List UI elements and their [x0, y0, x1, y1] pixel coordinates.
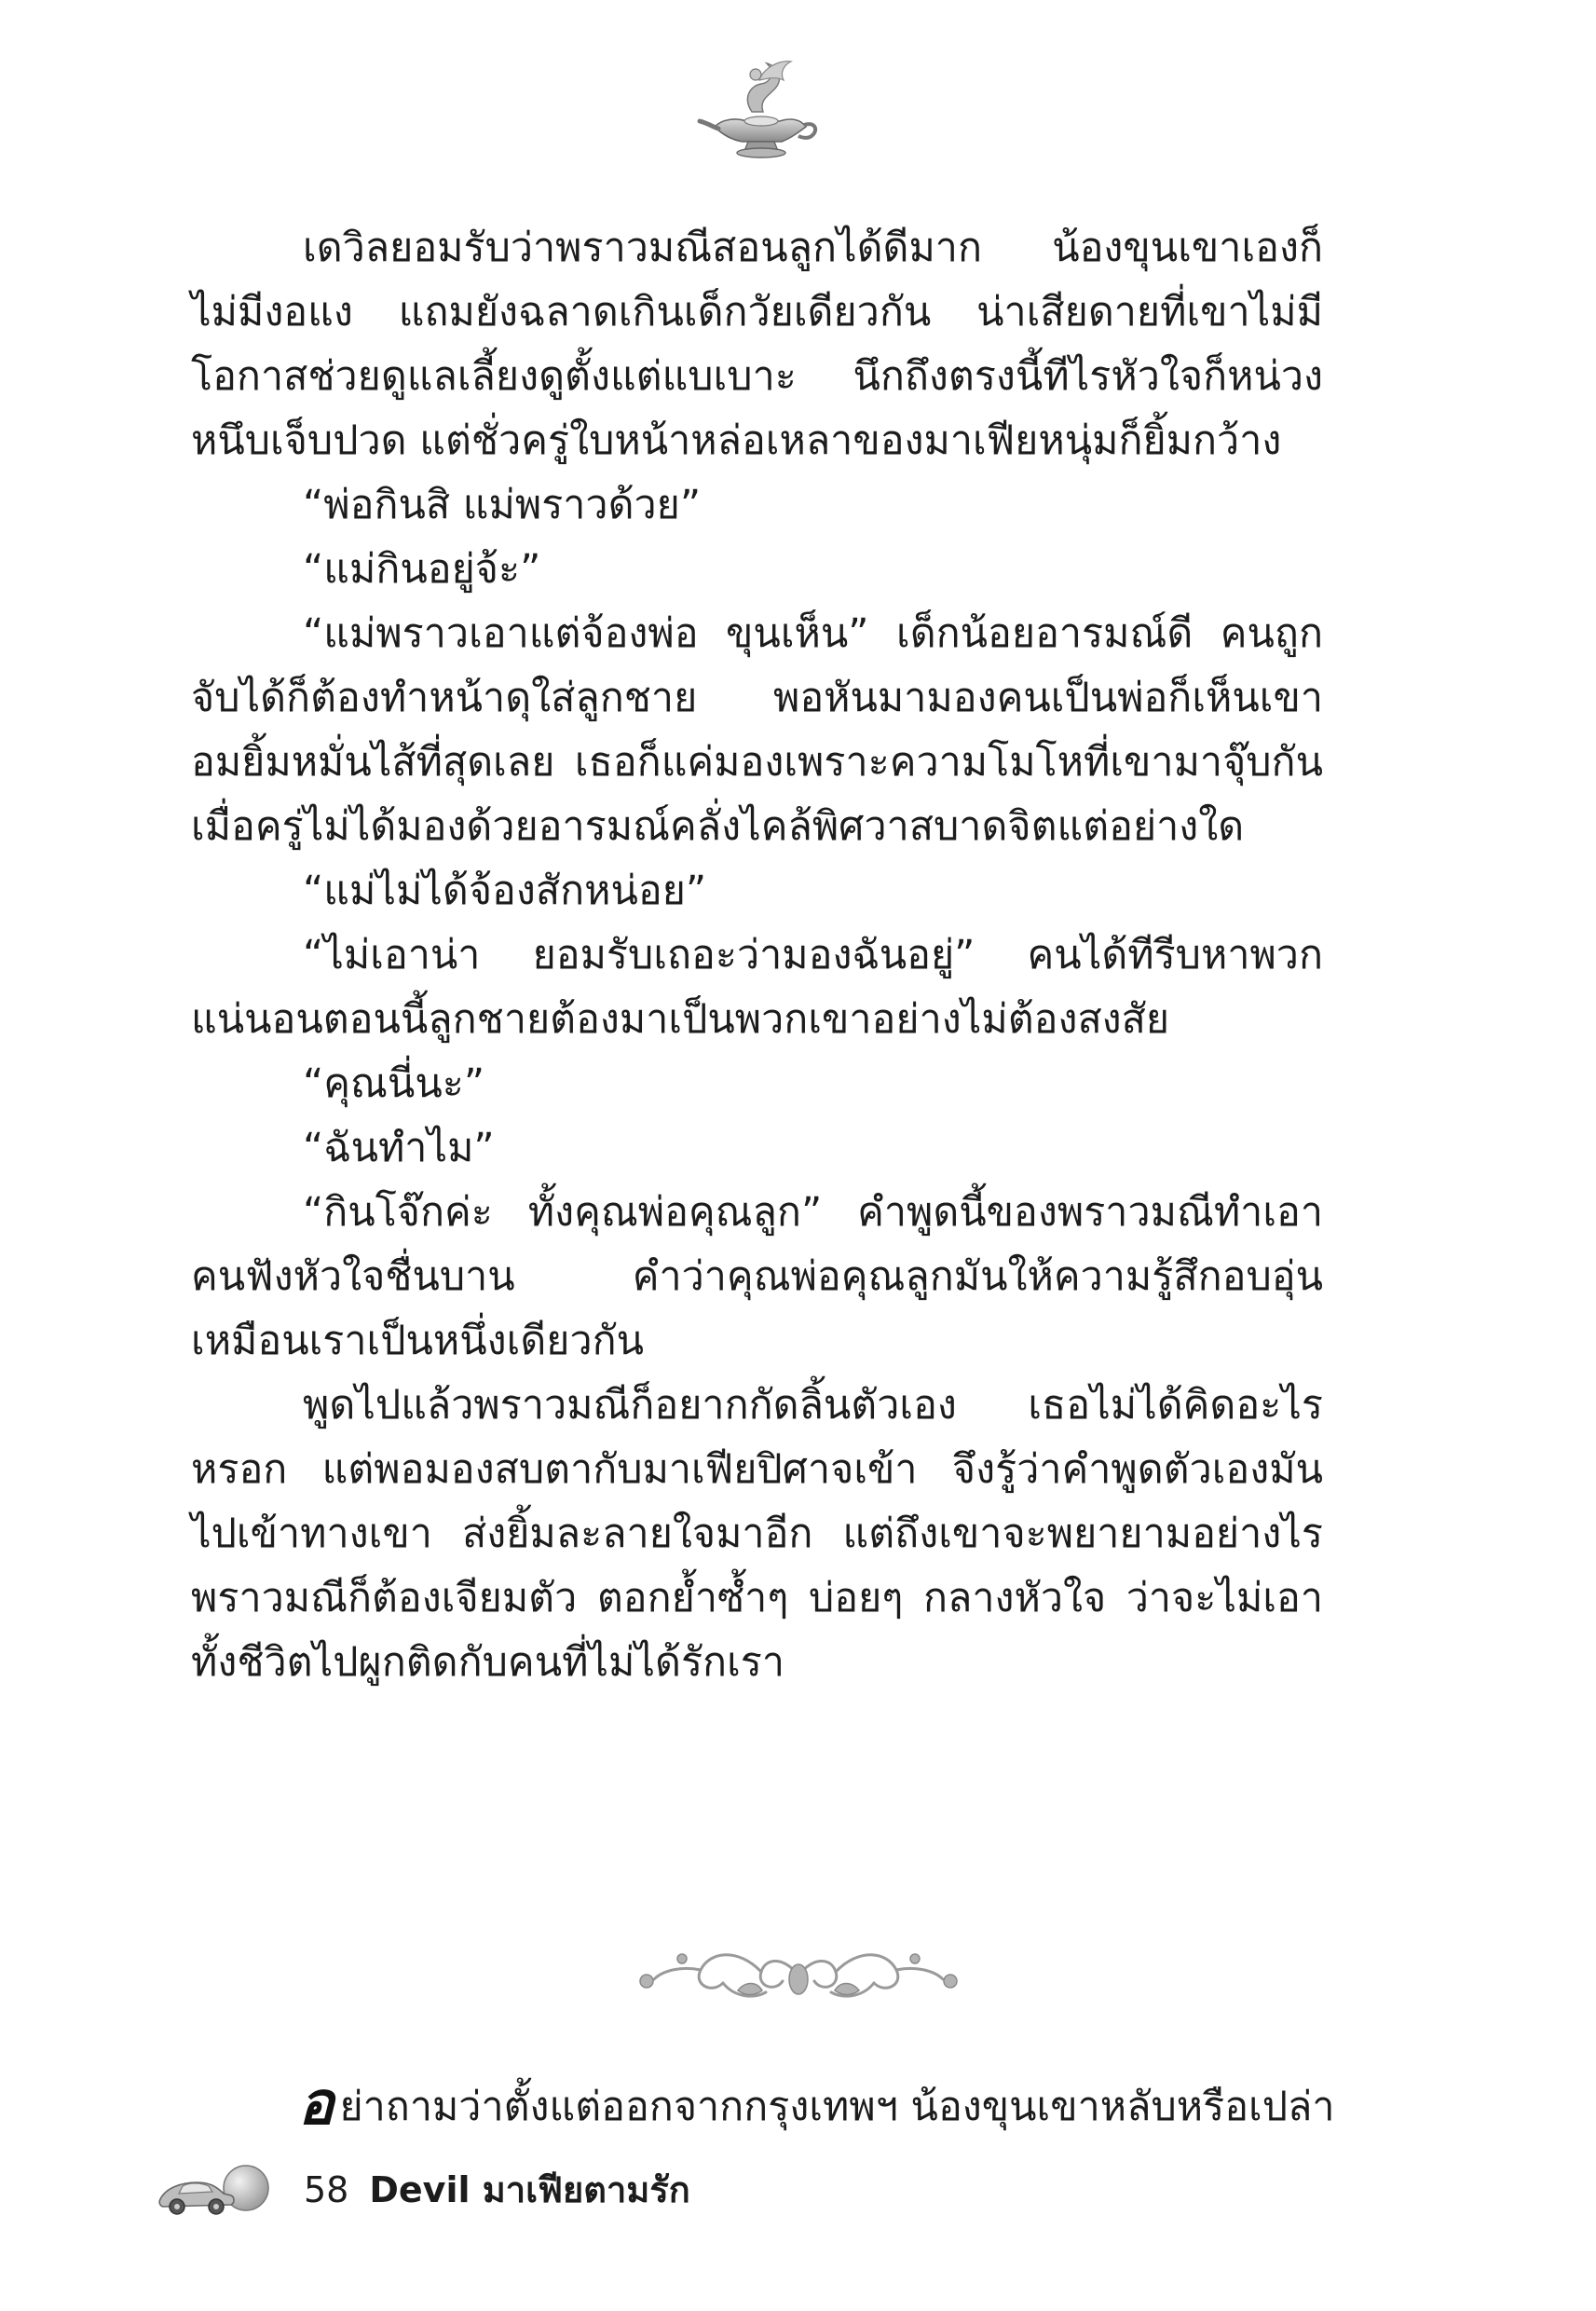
paragraph: “คุณนี่นะ” — [303, 1060, 485, 1107]
paragraph: เดวิลยอมรับว่าพราวมณีสอนลูกได้ดีมาก น้องขุนเขาเองก็ไม่มีงอแง แถมยังฉลาดเกินเด็กวัยเดียวกัน น่าเสียดายที่เขาไม่มีโอกาสช่วยดูแลเลี้ยงดูตั้งแต่แบเบาะ นึกถึงตรงนี้ทีไรหัวใจก็หน่วงหนึบเจ็บปวด แต่ชั่วครู่ใบหน้าหล่อเหลาของมาเฟียหนุ่มก็ยิ้มกว้าง — [191, 225, 1323, 464]
footer-text — [304, 2169, 690, 2210]
paragraph: “แม่กินอยู่จ้ะ” — [303, 546, 541, 593]
section-divider-ornament-icon — [626, 1938, 971, 2013]
genie-lamp-ornament-icon — [694, 47, 825, 177]
page-number: 58 — [304, 2169, 349, 2210]
paragraph: “กินโจ๊กค่ะ ทั้งคุณพ่อคุณลูก” คำพูดนี้ของพราวมณีทำเอาคนฟังหัวใจชื่นบาน คำว่าคุณพ่อคุณลูกมันให้ความรู้สึกอบอุ่นเหมือนเราเป็นหนึ่งเดียวกัน — [191, 1189, 1323, 1364]
book-title: Devil มาเฟียตามรัก — [369, 2169, 690, 2210]
paragraph: พูดไปแล้วพราวมณีก็อยากกัดลิ้นตัวเอง เธอไม่ได้คิดอะไรหรอก แต่พอมองสบตากับมาเฟียปิศาจเข้า จึงรู้ว่าคำพูดตัวเองมันไปเข้าทางเขา ส่งยิ้มละลายใจมาอีก แต่ถึงเขาจะพยายามอย่างไรพราวมณีก็ต้องเจียมตัว ตอกย้ำซ้ำๆ บ่อยๆ กลางหัวใจ ว่าจะไม่เอาทั้งชีวิตไปผูกติดกับคนที่ไม่ได้รักเรา — [191, 1382, 1323, 1686]
paragraph: “พ่อกินสิ แม่พราวด้วย” — [303, 482, 702, 528]
paragraph: “แม่ไม่ได้จ้องสักหน่อย” — [303, 868, 707, 914]
paragraph: “ฉันทำไม” — [303, 1125, 495, 1171]
drop-initial: อ — [298, 2069, 334, 2139]
paragraph: “แม่พราวเอาแต่จ้องพ่อ ขุนเห็น” เด็กน้อยอารมณ์ดี คนถูกจับได้ก็ต้องทำหน้าดุใส่ลูกชาย พอหันมามองคนเป็นพ่อก็เห็นเขาอมยิ้มหมั่นไส้ที่สุดเลย เธอก็แค่มองเพราะความโมโหที่เขามาจุ๊บกันเมื่อครู่ไม่ได้มองด้วยอารมณ์คลั่งไคล้พิศวาสบาดจิตแต่อย่างใด — [191, 610, 1323, 850]
body-text — [191, 216, 1323, 1695]
paragraph: “ไม่เอาน่า ยอมรับเถอะว่ามองฉันอยู่” คนได้ทีรีบหาพวก แน่นอนตอนนี้ลูกชายต้องมาเป็นพวกเขาอย่างไม่ต้องสงสัย — [191, 932, 1323, 1043]
section-opening-text: ย่าถามว่าตั้งแต่ออกจากกรุงเทพฯ น้องขุนเขาหลับหรือเปล่า — [339, 2084, 1335, 2130]
section-opening-line — [298, 2069, 1335, 2140]
car-and-globe-icon — [157, 2162, 278, 2220]
page-footer — [157, 2153, 809, 2227]
